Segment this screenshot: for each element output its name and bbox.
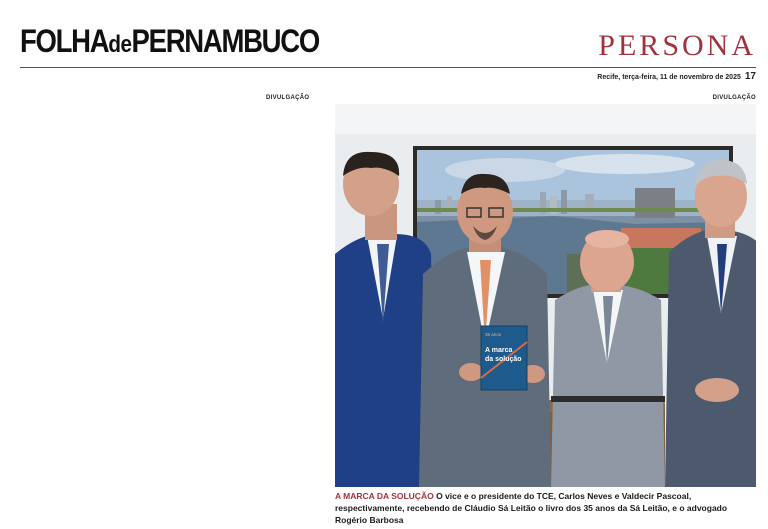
book-top-text: 35 anos (485, 332, 502, 337)
photo-caption (335, 490, 760, 526)
caption-kicker: A MARCA DA SOLUÇÃO (335, 491, 434, 501)
caption-text: O vice e o presidente do TCE, Carlos Neves e Valdecir Pascoal, respectivamente, recebendo de Cláudio Sá Leitão o livro dos 35 anos da Sá Leitão, e o advogado Rogério Barbosa (335, 491, 728, 525)
book-title-line1: A marca (485, 347, 513, 354)
page-number: 17 (744, 71, 756, 82)
news-photo (335, 104, 756, 487)
newspaper-logo: FOLHAdePERNAMBUCO (20, 23, 319, 59)
photo-illustration (335, 104, 756, 487)
section-title: PERSONA (598, 29, 756, 62)
header-rule (20, 67, 756, 68)
dateline: Recife, terça-feira, 11 de novembro de 2025 17 (597, 71, 756, 82)
photo-credit-left: DIVULGAÇÃO (266, 95, 310, 101)
masthead (0, 0, 768, 80)
book-title-line2: da solução (485, 356, 522, 363)
photo-credit-right: DIVULGAÇÃO (712, 95, 756, 101)
book (481, 326, 527, 390)
